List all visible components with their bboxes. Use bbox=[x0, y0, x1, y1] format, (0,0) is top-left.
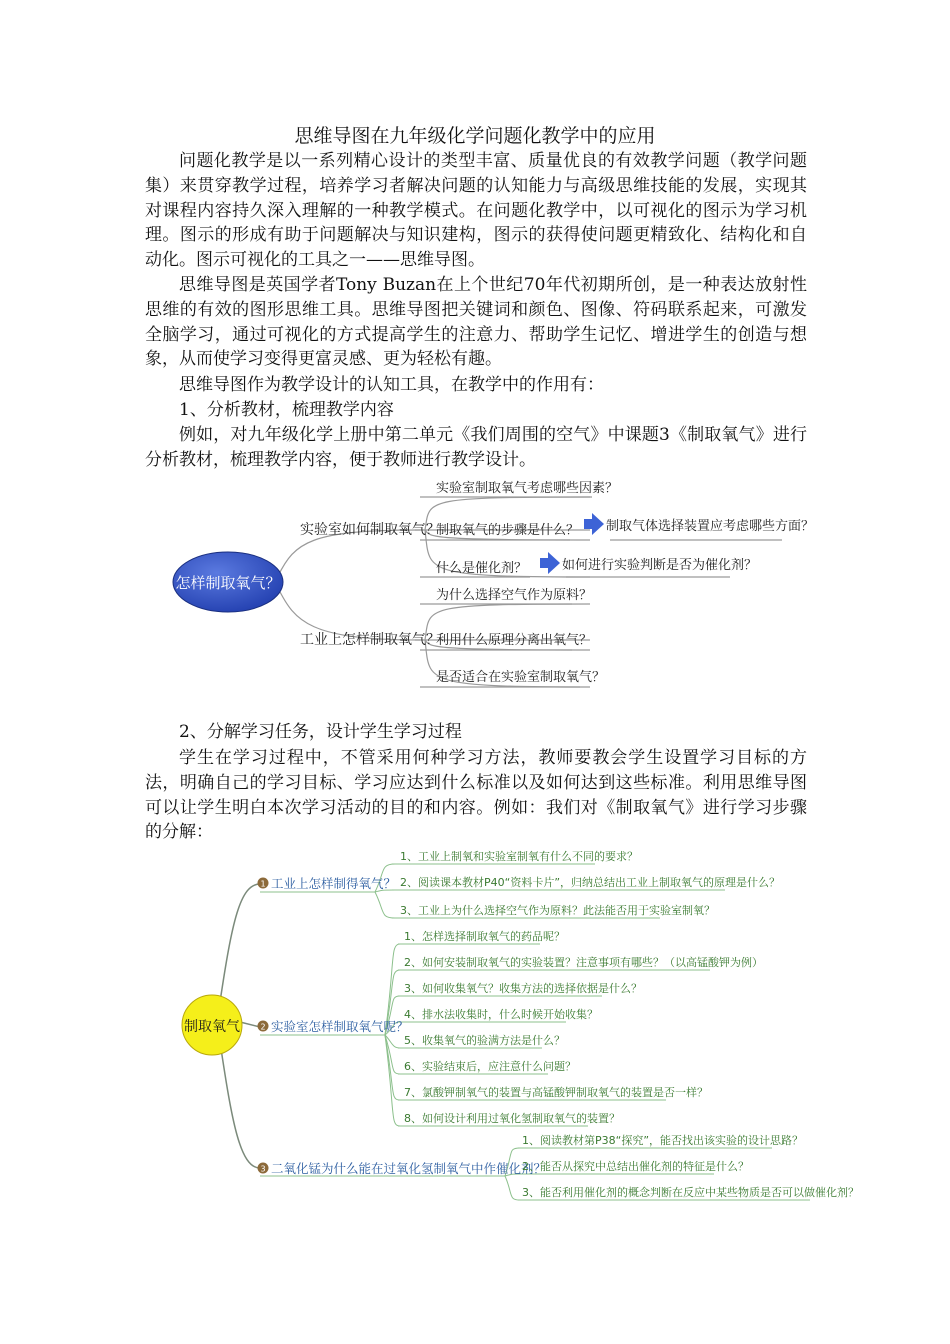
mindmap1-industry-child-3: 是否适合在实验室制取氧气？ bbox=[436, 670, 606, 685]
mindmap2-lab-q6: 6、实验结束后，应注意什么问题？ bbox=[404, 1060, 576, 1073]
mindmap1-lab-follow-2: 制取气体选择装置应考虑哪些方面？ bbox=[606, 519, 815, 534]
arrow-icon bbox=[540, 552, 560, 574]
heading-decompose: 2、分解学习任务，设计学生学习过程 bbox=[179, 722, 462, 742]
mindmap2-lab-q7: 7、氯酸钾制氧气的装置与高锰酸钾制取氧气的装置是否一样？ bbox=[404, 1086, 708, 1099]
mindmap-how-to-make-oxygen bbox=[170, 472, 815, 697]
mindmap2-catalyst-q1: 1、阅读教材第P38“探究”，能否找出该实验的设计思路？ bbox=[522, 1134, 804, 1147]
mindmap-make-oxygen-steps bbox=[170, 842, 859, 1212]
mindmap2-lab-q8: 8、如何设计利用过氧化氢制取氧气的装置？ bbox=[404, 1112, 620, 1125]
mindmap2-catalyst-q2: 2、能否从探究中总结出催化剂的特征是什么？ bbox=[522, 1160, 749, 1173]
mindmap1-industry-child-1: 为什么选择空气作为原料？ bbox=[436, 588, 593, 603]
mindmap1-branch-lab: 实验室如何制取氧气？ bbox=[300, 522, 440, 538]
paragraph-learning-goals: 学生在学习过程中，不管采用何种学习方法，教师要教会学生设置学习目标的方法，明确自己的学习目标、学习应达到什么标准以及如何达到这些标准。利用思维导图可以让学生明白本次学习活动的目的和内容。例如：我们对《制取氧气》进行学习步骤的分解： bbox=[145, 748, 807, 843]
mindmap2-industry-q2: 2、阅读课本教材P40“资料卡片”，归纳总结出工业上制取氧气的原理是什么？ bbox=[400, 876, 781, 889]
mindmap2-branch-lab: 实验室怎样制取氧气呢？ bbox=[271, 1019, 409, 1034]
mindmap2-catalyst-q3: 3、能否利用催化剂的概念判断在反应中某些物质是否可以做催化剂？ bbox=[522, 1186, 859, 1199]
mindmap2-lab-q3: 3、如何收集氧气？收集方法的选择依据是什么？ bbox=[404, 982, 642, 995]
number-3-icon-label: 3 bbox=[260, 1164, 266, 1174]
arrow-icon bbox=[584, 513, 604, 535]
paragraph-mindmap-definition: 思维导图是英国学者Tony Buzan在上个世纪70年代初期所创，是一种表达放射性思维的有效的图形思维工具。思维导图把关键词和颜色、图像、符码联系起来，可激发全脑学习，通过可视化的方式提高学生的注意力、帮助学生记忆、增进学生的创造与想象，从而使学习变得更富灵感、更为轻松有趣。 bbox=[145, 275, 807, 370]
mindmap2-branch-catalyst: 二氧化锰为什么能在过氧化氢制氧气中作催化剂？ bbox=[271, 1161, 547, 1176]
paragraph-example: 例如，对九年级化学上册中第二单元《我们周围的空气》中课题3《制取氧气》进行分析教材，梳理教学内容，便于教师进行教学设计。 bbox=[145, 425, 807, 470]
heading-analyze: 1、分析教材，梳理教学内容 bbox=[179, 400, 394, 420]
mindmap1-lab-child-3: 什么是催化剂？ bbox=[436, 561, 528, 576]
mindmap2-industry-q3: 3、工业上为什么选择空气作为原料？此法能否用于实验室制氧？ bbox=[400, 904, 715, 917]
mindmap1-lab-child-2: 制取氧气的步骤是什么？ bbox=[436, 523, 580, 538]
mindmap2-lab-q2: 2、如何安装制取氧气的实验装置？注意事项有哪些？（以高锰酸钾为例） bbox=[404, 956, 763, 969]
mindmap2-center-label: 制取氧气 bbox=[184, 1019, 240, 1035]
mindmap2-branch-industry: 工业上怎样制得氧气？ bbox=[271, 876, 397, 891]
document-title: 思维导图在九年级化学问题化教学中的应用 bbox=[294, 125, 656, 147]
mindmap2-lab-q4: 4、排水法收集时，什么时候开始收集？ bbox=[404, 1008, 598, 1021]
mindmap1-industry-child-2: 利用什么原理分离出氧气？ bbox=[436, 633, 593, 648]
mindmap2-lab-q1: 1、怎样选择制取氧气的药品呢？ bbox=[404, 930, 565, 943]
mindmap1-lab-child-1: 实验室制取氧气考虑哪些因素？ bbox=[436, 481, 619, 496]
number-1-icon-label: 1 bbox=[260, 879, 266, 889]
mindmap1-lab-follow-3: 如何进行实验判断是否为催化剂？ bbox=[562, 558, 758, 573]
mindmap1-center-label: 怎样制取氧气？ bbox=[175, 574, 281, 592]
mindmap1-branch-industry: 工业上怎样制取氧气？ bbox=[300, 632, 440, 648]
paragraph-roles: 思维导图作为教学设计的认知工具，在教学中的作用有： bbox=[179, 375, 604, 395]
mindmap2-lab-q5: 5、收集氧气的验满方法是什么？ bbox=[404, 1034, 565, 1047]
mindmap2-industry-q1: 1、工业上制氧和实验室制氧有什么不同的要求？ bbox=[400, 850, 638, 863]
paragraph-intro: 问题化教学是以一系列精心设计的类型丰富、质量优良的有效教学问题（教学问题集）来贯穿教学过程，培养学习者解决问题的认知能力与高级思维技能的发展，实现其对课程内容持久深入理解的一种教学模式。在问题化教学中，以可视化的图示为学习机理。图示的形成有助于问题解决与知识建构，图示的获得使问题更精致化、结构化和自动化。图示可视化的工具之一——思维导图。 bbox=[145, 151, 807, 271]
number-2-icon-label: 2 bbox=[260, 1022, 266, 1032]
